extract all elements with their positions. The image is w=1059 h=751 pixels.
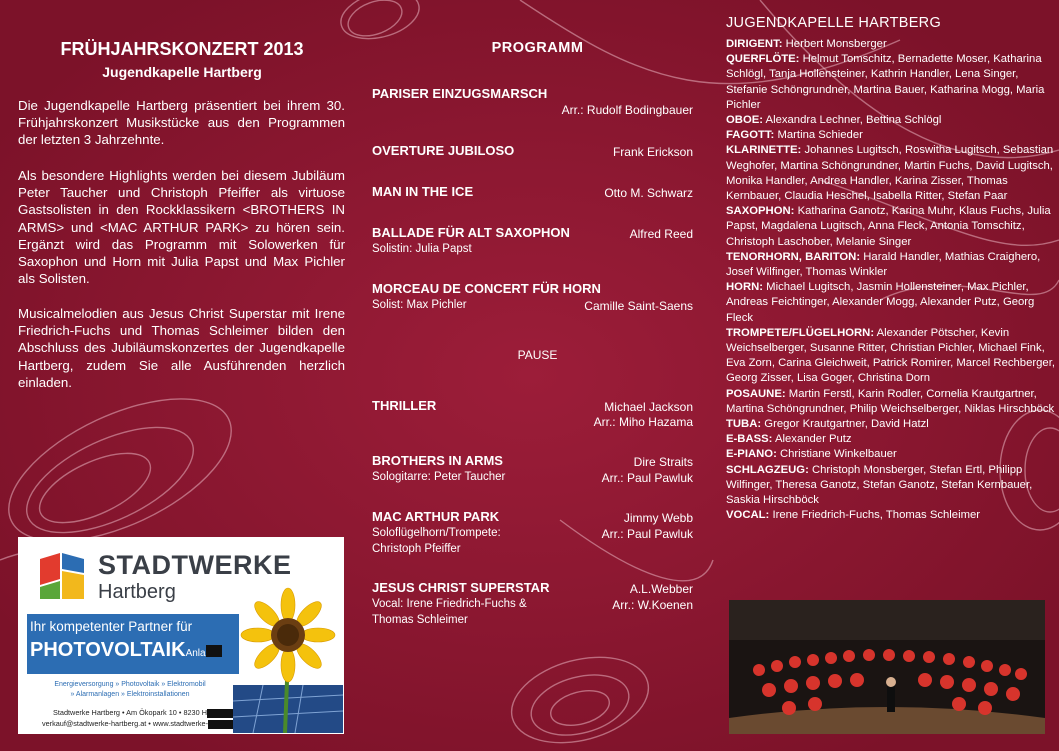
ensemble-section: SAXOPHON: Katharina Ganotz, Karina Muhr, Klaus Fuchs, Julia Papst, Magdalena Lugitsch, Anna Fleck, Antonia Tomschitz, Christoph Laschober, Melanie Singer bbox=[726, 205, 1051, 248]
ensemble-list bbox=[726, 37, 1056, 524]
program-panel bbox=[362, 0, 713, 751]
ensemble-heading: JUGENDKAPELLE HARTBERG bbox=[726, 15, 942, 31]
concert-subtitle: Jugendkapelle Hartberg bbox=[102, 64, 262, 80]
sunflower-icon bbox=[233, 585, 343, 733]
band-photo bbox=[729, 600, 1045, 734]
ensemble-section: OBOE: Alexandra Lechner, Bettina Schlögl bbox=[726, 114, 942, 127]
ensemble-section: TROMPETE/FLÜGELHORN: Alexander Pötscher, Kevin Weichselberger, Susanne Ritter, Christian Pichler, Michael Fink, Eva Zorn, Carina Gleichweit, Patrick Romirer, Marcel Rechberger, Georg Zisser, Lisa Goger, Christina Dorn bbox=[726, 326, 1055, 385]
program-heading: PROGRAMM bbox=[491, 40, 584, 56]
closing-paragraph: Musicalmelodien aus Jesus Christ Superstar mit Irene Friedrich-Fuchs und Thomas Schleimer bilden den Abschluss des Jubiläumskonzertes der Jugendkapelle Hartberg, zudem Sie alle Ausführenden herzlich einladen. bbox=[18, 306, 345, 390]
ensemble-section: SCHLAGZEUG: Christoph Monsberger, Stefan Ertl, Philipp Wilfinger, Theresa Ganotz, Stefan Ganotz, Stefan Kernbauer, Saskia Hirschböck bbox=[726, 463, 1033, 507]
concert-title: FRÜHJAHRSKONZERT 2013 bbox=[60, 39, 304, 59]
ensemble-section: TENORHORN, BARITON: Harald Handler, Mathias Craighero, Josef Wilfinger, Thomas Winkler bbox=[726, 250, 1041, 279]
program-item: BALLADE FÜR ALT SAXOPHON Alfred Reed Solistin: Julia Papst bbox=[372, 225, 693, 255]
ensemble-section: HORN: Michael Lugitsch, Jasmin Hollensteiner, Max Pichler, Andreas Feichtinger, Alexander Mogg, Alexander Putz, Georg Fleck bbox=[726, 281, 1035, 324]
ensemble-section: KLARINETTE: Johannes Lugitsch, Roswitha Lugitsch, Sebastian Weghofer, Martina Schöngrundner, Martin Fuchs, David Lugitsch, Monika Handler, Andrea Handler, Karina Zisser, Thomas Kernbauer, Claudia Heschel, Isabella Ritter, Stefan Paar bbox=[726, 144, 1054, 203]
program-item: MAC ARTHUR PARK Jimmy Webb Soloflügelhorn/Trompete: Arr.: Paul Pawluk Christoph Pfeiffer bbox=[372, 509, 693, 555]
program-item: BROTHERS IN ARMS Dire Straits Sologitarre: Peter Taucher Arr.: Paul Pawluk bbox=[372, 453, 693, 485]
ensemble-section: E-PIANO: Christiane Winkelbauer bbox=[726, 448, 897, 461]
highlights-paragraph: Als besondere Highlights werden bei diesem Jubiläum Peter Taucher und Christoph Pfeiffer als virtuose Gastsolisten in den Rockklassikern <BROTHERS IN ARMS> und <MAC ARTHUR PARK> zu hören sein. Ergänzt wird das Programm mit Solowerken für Saxophon und Horn mit Julia Papst und Max Pichler als Solisten. bbox=[18, 168, 345, 287]
sponsor-slogan-photovoltaik: PHOTOVOLTAIKAnla bbox=[30, 639, 222, 662]
ensemble-section: E-BASS: Alexander Putz bbox=[726, 433, 852, 446]
sponsor-ad bbox=[18, 537, 344, 734]
program-item: MORCEAU DE CONCERT FÜR HORN Solist: Max Pichler Camille Saint-Saens bbox=[372, 281, 693, 313]
ensemble-section: QUERFLÖTE: Helmut Tomschitz, Bernadette Moser, Katharina Schlögl, Tanja Hollensteiner, Kathrin Handler, Lena Singer, Stefanie Schöngrundner, Martina Bauer, Katharina Mogg, Maria Pichler bbox=[726, 53, 1045, 111]
program-item: JESUS CHRIST SUPERSTAR A.L.Webber Vocal: Irene Friedrich-Fuchs & Arr.: W.Koenen Thomas Schleimer bbox=[372, 580, 693, 626]
ensemble-section: FAGOTT: Martina Schieder bbox=[726, 129, 863, 142]
ensemble-section: DIRIGENT: Herbert Monsberger bbox=[726, 38, 887, 50]
program-item: THRILLER Michael Jackson Arr.: Miho Hazama bbox=[372, 398, 693, 429]
program-item: MAN IN THE ICE Otto M. Schwarz bbox=[372, 184, 693, 200]
sponsor-slogan: Ihr kompetenter Partner für bbox=[30, 619, 193, 634]
intro-panel bbox=[0, 0, 362, 751]
stadtwerke-logo-icon bbox=[36, 549, 90, 603]
sponsor-city: Hartberg bbox=[98, 581, 176, 603]
ensemble-section: VOCAL: Irene Friedrich-Fuchs, Thomas Schleimer bbox=[726, 509, 981, 522]
sponsor-address: Stadtwerke Hartberg • Am Ökopark 10 • 8230 H verkauf@stadtwerke-hartberg.at • www.stadtwerke- bbox=[28, 707, 258, 729]
intro-paragraph: Die Jugendkapelle Hartberg präsentiert bei ihrem 30. Frühjahrskonzert Musikstücke aus den Programmen der letzten 3 Jahrzehnte. bbox=[18, 98, 345, 148]
program-item: OVERTURE JUBILOSO Frank Erickson bbox=[372, 143, 693, 159]
sponsor-services: Energieversorgung » Photovoltaik » Elektromobil » Alarmanlagen » Elektroinstallationen bbox=[54, 681, 206, 698]
ensemble-section: POSAUNE: Martin Ferstl, Karin Rodler, Cornelia Krautgartner, Martina Schöngrundner, Philip Weichselberger, Niklas Hirschböck bbox=[726, 387, 1055, 415]
ensemble-panel bbox=[713, 0, 1059, 751]
pause-label: PAUSE bbox=[517, 348, 558, 362]
sponsor-brand: STADTWERKE bbox=[98, 550, 292, 580]
ensemble-section: TUBA: Gregor Krautgartner, David Hatzl bbox=[726, 418, 929, 431]
program-item: PARISER EINZUGSMARSCH Arr.: Rudolf Bodingbauer bbox=[372, 86, 693, 117]
